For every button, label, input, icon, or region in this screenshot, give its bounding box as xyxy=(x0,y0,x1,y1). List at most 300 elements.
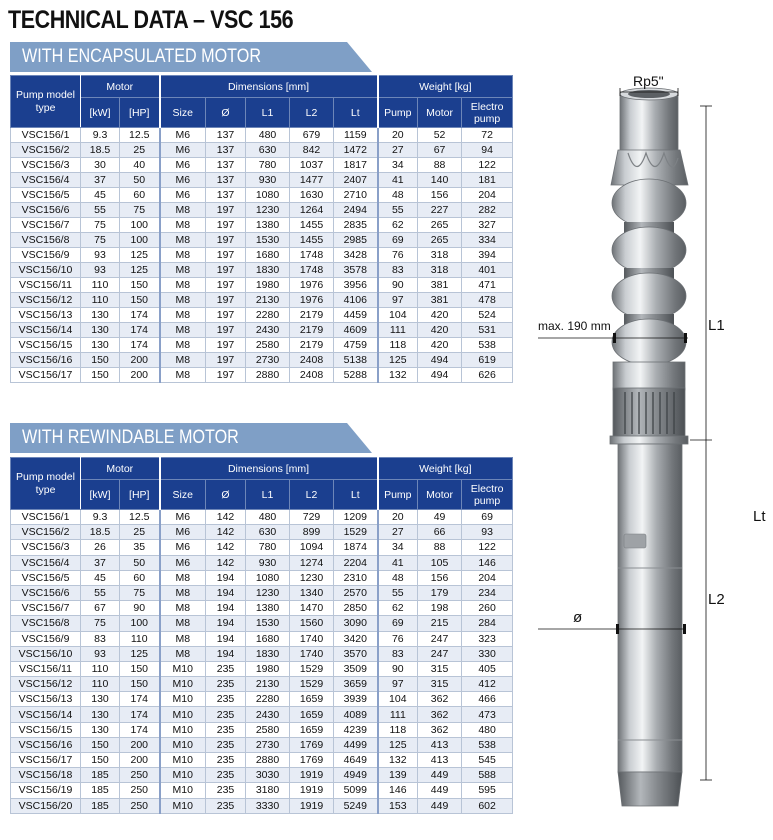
cell-l2: 2179 xyxy=(290,308,334,323)
cell-kw: 9.3 xyxy=(81,128,120,143)
cell-lt: 3428 xyxy=(334,248,378,263)
cell-model: VSC156/11 xyxy=(11,278,81,293)
cell-weight-pump: 104 xyxy=(378,308,418,323)
cell-weight-motor: 88 xyxy=(418,540,462,555)
cell-size: M10 xyxy=(160,768,206,783)
cell-size: M8 xyxy=(160,233,206,248)
cell-weight-electro: 334 xyxy=(462,233,513,248)
header-weight-pump: Pump xyxy=(378,98,418,128)
cell-size: M6 xyxy=(160,540,206,555)
cell-weight-electro: 588 xyxy=(462,768,513,783)
cell-model: VSC156/16 xyxy=(11,353,81,368)
cell-weight-motor: 265 xyxy=(418,233,462,248)
cell-kw: 75 xyxy=(81,616,120,631)
cell-kw: 130 xyxy=(81,323,120,338)
cell-size: M10 xyxy=(160,677,206,692)
cell-l2: 1659 xyxy=(290,707,334,722)
cell-l2: 1740 xyxy=(290,631,334,646)
cell-size: M8 xyxy=(160,278,206,293)
cell-weight-electro: 94 xyxy=(462,143,513,158)
cell-weight-pump: 48 xyxy=(378,188,418,203)
cell-hp: 25 xyxy=(120,525,160,540)
cell-lt: 4239 xyxy=(334,722,378,737)
cell-weight-pump: 97 xyxy=(378,677,418,692)
cell-size: M8 xyxy=(160,323,206,338)
cell-diameter: 137 xyxy=(206,128,246,143)
cell-l1: 1230 xyxy=(246,585,290,600)
cell-lt: 4759 xyxy=(334,338,378,353)
cell-size: M6 xyxy=(160,510,206,525)
header-diameter: Ø xyxy=(206,480,246,510)
cell-model: VSC156/5 xyxy=(11,570,81,585)
cell-diameter: 194 xyxy=(206,646,246,661)
cell-weight-pump: 69 xyxy=(378,616,418,631)
header-l1: L1 xyxy=(246,98,290,128)
cell-kw: 45 xyxy=(81,188,120,203)
cell-weight-pump: 83 xyxy=(378,646,418,661)
cell-size: M8 xyxy=(160,570,206,585)
cell-weight-pump: 27 xyxy=(378,525,418,540)
lt-label: Lt xyxy=(753,508,766,525)
header-diameter: Ø xyxy=(206,98,246,128)
cell-weight-electro: 72 xyxy=(462,128,513,143)
cell-l2: 1037 xyxy=(290,158,334,173)
cell-model: VSC156/1 xyxy=(11,128,81,143)
cell-size: M8 xyxy=(160,203,206,218)
cell-weight-motor: 156 xyxy=(418,188,462,203)
cell-kw: 93 xyxy=(81,263,120,278)
cell-model: VSC156/4 xyxy=(11,173,81,188)
cell-l1: 2430 xyxy=(246,707,290,722)
cell-size: M8 xyxy=(160,631,206,646)
cell-weight-motor: 420 xyxy=(418,338,462,353)
cell-lt: 3956 xyxy=(334,278,378,293)
cell-weight-electro: 401 xyxy=(462,263,513,278)
cell-kw: 55 xyxy=(81,585,120,600)
cell-diameter: 197 xyxy=(206,293,246,308)
cell-hp: 40 xyxy=(120,158,160,173)
cell-weight-electro: 122 xyxy=(462,158,513,173)
cell-weight-pump: 55 xyxy=(378,203,418,218)
cell-l1: 2580 xyxy=(246,338,290,353)
cell-weight-motor: 362 xyxy=(418,722,462,737)
cell-l1: 480 xyxy=(246,510,290,525)
cell-weight-pump: 48 xyxy=(378,570,418,585)
cell-diameter: 194 xyxy=(206,585,246,600)
cell-kw: 9.3 xyxy=(81,510,120,525)
header-pump-model: Pump model type xyxy=(11,76,81,128)
cell-hp: 200 xyxy=(120,353,160,368)
page-title: TECHNICAL DATA – VSC 156 xyxy=(8,6,294,34)
cell-hp: 200 xyxy=(120,737,160,752)
cell-hp: 250 xyxy=(120,798,160,813)
cell-weight-motor: 265 xyxy=(418,218,462,233)
cell-l2: 1919 xyxy=(290,798,334,813)
cell-weight-pump: 20 xyxy=(378,510,418,525)
header-motor: Motor xyxy=(81,458,160,480)
header-l2: L2 xyxy=(290,480,334,510)
cell-l1: 1380 xyxy=(246,601,290,616)
cell-model: VSC156/10 xyxy=(11,263,81,278)
cell-weight-motor: 215 xyxy=(418,616,462,631)
cell-l1: 2730 xyxy=(246,737,290,752)
cell-l2: 1274 xyxy=(290,555,334,570)
cell-model: VSC156/14 xyxy=(11,323,81,338)
cell-weight-pump: 34 xyxy=(378,158,418,173)
cell-kw: 37 xyxy=(81,555,120,570)
cell-lt: 3939 xyxy=(334,692,378,707)
cell-size: M8 xyxy=(160,585,206,600)
cell-kw: 26 xyxy=(81,540,120,555)
cell-model: VSC156/3 xyxy=(11,540,81,555)
cell-diameter: 194 xyxy=(206,601,246,616)
cell-l2: 1094 xyxy=(290,540,334,555)
cell-weight-electro: 478 xyxy=(462,293,513,308)
cell-l1: 2280 xyxy=(246,692,290,707)
cell-diameter: 142 xyxy=(206,555,246,570)
cell-model: VSC156/3 xyxy=(11,158,81,173)
cell-hp: 12.5 xyxy=(120,510,160,525)
cell-lt: 4106 xyxy=(334,293,378,308)
cell-weight-motor: 449 xyxy=(418,783,462,798)
cell-hp: 150 xyxy=(120,677,160,692)
cell-l2: 1976 xyxy=(290,293,334,308)
cell-size: M10 xyxy=(160,753,206,768)
header-weight-electro: Electro pump xyxy=(462,98,513,128)
header-hp: [HP] xyxy=(120,480,160,510)
cell-diameter: 194 xyxy=(206,616,246,631)
cell-hp: 200 xyxy=(120,753,160,768)
cell-weight-electro: 260 xyxy=(462,601,513,616)
cell-diameter: 194 xyxy=(206,570,246,585)
cell-lt: 2985 xyxy=(334,233,378,248)
cell-kw: 150 xyxy=(81,753,120,768)
cell-lt: 2570 xyxy=(334,585,378,600)
cell-model: VSC156/18 xyxy=(11,768,81,783)
cell-weight-pump: 62 xyxy=(378,601,418,616)
cell-kw: 185 xyxy=(81,783,120,798)
cell-hp: 100 xyxy=(120,233,160,248)
cell-kw: 45 xyxy=(81,570,120,585)
cell-l2: 1769 xyxy=(290,753,334,768)
cell-model: VSC156/11 xyxy=(11,661,81,676)
l1-label: L1 xyxy=(708,317,725,334)
cell-lt: 3090 xyxy=(334,616,378,631)
cell-model: VSC156/5 xyxy=(11,188,81,203)
cell-weight-motor: 66 xyxy=(418,525,462,540)
cell-hp: 125 xyxy=(120,646,160,661)
cell-lt: 4609 xyxy=(334,323,378,338)
cell-size: M6 xyxy=(160,188,206,203)
cell-model: VSC156/14 xyxy=(11,707,81,722)
cell-weight-pump: 153 xyxy=(378,798,418,813)
cell-l1: 780 xyxy=(246,540,290,555)
cell-weight-motor: 156 xyxy=(418,570,462,585)
cell-l1: 1680 xyxy=(246,248,290,263)
cell-kw: 130 xyxy=(81,692,120,707)
cell-diameter: 137 xyxy=(206,143,246,158)
cell-kw: 83 xyxy=(81,631,120,646)
header-kw: [kW] xyxy=(81,98,120,128)
cell-model: VSC156/2 xyxy=(11,525,81,540)
cell-hp: 174 xyxy=(120,707,160,722)
header-lt: Lt xyxy=(334,480,378,510)
max-diameter-label: max. 190 mm xyxy=(538,319,611,333)
cell-weight-electro: 204 xyxy=(462,570,513,585)
cell-size: M10 xyxy=(160,707,206,722)
cell-diameter: 235 xyxy=(206,661,246,676)
cell-model: VSC156/4 xyxy=(11,555,81,570)
cell-l2: 1659 xyxy=(290,692,334,707)
diameter-label: ø xyxy=(573,609,583,626)
cell-lt: 3509 xyxy=(334,661,378,676)
cell-kw: 55 xyxy=(81,203,120,218)
cell-hp: 75 xyxy=(120,203,160,218)
cell-weight-pump: 69 xyxy=(378,233,418,248)
cell-l2: 1748 xyxy=(290,248,334,263)
cell-diameter: 197 xyxy=(206,203,246,218)
cell-size: M8 xyxy=(160,218,206,233)
cell-kw: 93 xyxy=(81,646,120,661)
cell-size: M8 xyxy=(160,616,206,631)
cell-model: VSC156/9 xyxy=(11,248,81,263)
cell-weight-motor: 318 xyxy=(418,263,462,278)
cell-l1: 930 xyxy=(246,555,290,570)
cell-l1: 930 xyxy=(246,173,290,188)
cell-hp: 250 xyxy=(120,783,160,798)
pump-suction-body xyxy=(613,362,685,390)
cell-lt: 4499 xyxy=(334,737,378,752)
cell-weight-motor: 420 xyxy=(418,308,462,323)
cell-kw: 185 xyxy=(81,798,120,813)
cell-l1: 3030 xyxy=(246,768,290,783)
cell-kw: 67 xyxy=(81,601,120,616)
cell-hp: 100 xyxy=(120,218,160,233)
cell-weight-motor: 381 xyxy=(418,293,462,308)
cell-model: VSC156/10 xyxy=(11,646,81,661)
cell-l2: 1529 xyxy=(290,677,334,692)
cell-hp: 150 xyxy=(120,293,160,308)
cell-weight-pump: 97 xyxy=(378,293,418,308)
cell-weight-motor: 49 xyxy=(418,510,462,525)
cell-lt: 3420 xyxy=(334,631,378,646)
header-size: Size xyxy=(160,480,206,510)
cell-weight-electro: 327 xyxy=(462,218,513,233)
cell-l2: 1748 xyxy=(290,263,334,278)
cell-diameter: 197 xyxy=(206,233,246,248)
cell-diameter: 235 xyxy=(206,722,246,737)
cell-weight-electro: 284 xyxy=(462,616,513,631)
cell-weight-pump: 132 xyxy=(378,753,418,768)
cell-weight-pump: 55 xyxy=(378,585,418,600)
cell-weight-pump: 83 xyxy=(378,263,418,278)
cell-weight-pump: 139 xyxy=(378,768,418,783)
cell-l1: 1830 xyxy=(246,263,290,278)
header-hp: [HP] xyxy=(120,98,160,128)
cell-weight-motor: 67 xyxy=(418,143,462,158)
cell-diameter: 235 xyxy=(206,677,246,692)
cell-lt: 2835 xyxy=(334,218,378,233)
cell-lt: 5249 xyxy=(334,798,378,813)
cell-lt: 4459 xyxy=(334,308,378,323)
cell-kw: 18.5 xyxy=(81,525,120,540)
cell-hp: 150 xyxy=(120,278,160,293)
cell-l1: 2130 xyxy=(246,677,290,692)
cell-l2: 1769 xyxy=(290,737,334,752)
cell-hp: 174 xyxy=(120,692,160,707)
cell-weight-motor: 362 xyxy=(418,707,462,722)
cell-weight-pump: 76 xyxy=(378,248,418,263)
cell-size: M8 xyxy=(160,338,206,353)
cell-model: VSC156/2 xyxy=(11,143,81,158)
cell-hp: 75 xyxy=(120,585,160,600)
cell-diameter: 235 xyxy=(206,737,246,752)
cell-weight-motor: 315 xyxy=(418,661,462,676)
cell-kw: 75 xyxy=(81,218,120,233)
motor-body xyxy=(618,444,682,772)
cell-weight-pump: 90 xyxy=(378,661,418,676)
cell-diameter: 137 xyxy=(206,173,246,188)
cell-model: VSC156/12 xyxy=(11,293,81,308)
cell-kw: 30 xyxy=(81,158,120,173)
cell-weight-electro: 330 xyxy=(462,646,513,661)
pump-stages xyxy=(612,179,686,365)
cell-weight-electro: 545 xyxy=(462,753,513,768)
cell-weight-motor: 494 xyxy=(418,353,462,368)
cell-weight-motor: 494 xyxy=(418,368,462,383)
cell-weight-electro: 234 xyxy=(462,585,513,600)
cell-l1: 2730 xyxy=(246,353,290,368)
cell-weight-electro: 323 xyxy=(462,631,513,646)
cell-l2: 842 xyxy=(290,143,334,158)
cell-size: M10 xyxy=(160,722,206,737)
cell-diameter: 197 xyxy=(206,323,246,338)
cell-l2: 1919 xyxy=(290,768,334,783)
cell-weight-pump: 104 xyxy=(378,692,418,707)
cell-size: M10 xyxy=(160,783,206,798)
header-motor: Motor xyxy=(81,76,160,98)
cell-weight-electro: 595 xyxy=(462,783,513,798)
cell-weight-electro: 473 xyxy=(462,707,513,722)
cell-diameter: 235 xyxy=(206,707,246,722)
header-l1: L1 xyxy=(246,480,290,510)
cell-hp: 174 xyxy=(120,308,160,323)
cell-l2: 1529 xyxy=(290,661,334,676)
cell-l2: 899 xyxy=(290,525,334,540)
cell-hp: 174 xyxy=(120,323,160,338)
cell-l1: 2280 xyxy=(246,308,290,323)
cell-weight-pump: 76 xyxy=(378,631,418,646)
cell-kw: 75 xyxy=(81,233,120,248)
cell-l2: 1264 xyxy=(290,203,334,218)
cell-diameter: 142 xyxy=(206,540,246,555)
cell-kw: 130 xyxy=(81,722,120,737)
cell-weight-motor: 413 xyxy=(418,753,462,768)
cell-size: M8 xyxy=(160,263,206,278)
cell-diameter: 235 xyxy=(206,768,246,783)
cell-model: VSC156/17 xyxy=(11,368,81,383)
cell-l2: 2408 xyxy=(290,353,334,368)
cell-size: M10 xyxy=(160,661,206,676)
cell-size: M6 xyxy=(160,173,206,188)
header-lt: Lt xyxy=(334,98,378,128)
cell-size: M10 xyxy=(160,737,206,752)
cell-model: VSC156/8 xyxy=(11,233,81,248)
cell-weight-pump: 27 xyxy=(378,143,418,158)
cell-l1: 1530 xyxy=(246,233,290,248)
cell-model: VSC156/8 xyxy=(11,616,81,631)
cell-lt: 3659 xyxy=(334,677,378,692)
cell-kw: 37 xyxy=(81,173,120,188)
cell-l1: 1080 xyxy=(246,570,290,585)
cell-l2: 1477 xyxy=(290,173,334,188)
cell-hp: 50 xyxy=(120,173,160,188)
header-weight-motor: Motor xyxy=(418,98,462,128)
cell-size: M8 xyxy=(160,293,206,308)
cell-hp: 60 xyxy=(120,570,160,585)
cell-hp: 25 xyxy=(120,143,160,158)
cell-weight-pump: 111 xyxy=(378,323,418,338)
cell-l2: 1560 xyxy=(290,616,334,631)
cell-weight-electro: 394 xyxy=(462,248,513,263)
cell-l2: 2408 xyxy=(290,368,334,383)
cell-weight-electro: 405 xyxy=(462,661,513,676)
cell-lt: 5138 xyxy=(334,353,378,368)
cell-l2: 1455 xyxy=(290,218,334,233)
cell-hp: 200 xyxy=(120,368,160,383)
cell-size: M6 xyxy=(160,555,206,570)
cell-model: VSC156/15 xyxy=(11,722,81,737)
cell-hp: 250 xyxy=(120,768,160,783)
cell-weight-pump: 34 xyxy=(378,540,418,555)
cell-weight-electro: 412 xyxy=(462,677,513,692)
cell-kw: 110 xyxy=(81,661,120,676)
cell-l2: 2179 xyxy=(290,323,334,338)
cell-model: VSC156/17 xyxy=(11,753,81,768)
cell-l1: 1980 xyxy=(246,661,290,676)
cell-weight-electro: 538 xyxy=(462,338,513,353)
cell-l2: 1659 xyxy=(290,722,334,737)
cell-weight-electro: 93 xyxy=(462,525,513,540)
cell-weight-pump: 20 xyxy=(378,128,418,143)
rewindable-banner-label: WITH REWINDABLE MOTOR xyxy=(22,427,239,448)
cell-diameter: 235 xyxy=(206,798,246,813)
cell-l2: 2179 xyxy=(290,338,334,353)
cell-weight-electro: 146 xyxy=(462,555,513,570)
header-dimensions: Dimensions [mm] xyxy=(160,458,378,480)
cell-diameter: 235 xyxy=(206,753,246,768)
header-size: Size xyxy=(160,98,206,128)
cell-model: VSC156/15 xyxy=(11,338,81,353)
cell-diameter: 197 xyxy=(206,248,246,263)
cell-kw: 110 xyxy=(81,293,120,308)
cell-l2: 1976 xyxy=(290,278,334,293)
cell-lt: 1209 xyxy=(334,510,378,525)
cell-kw: 150 xyxy=(81,368,120,383)
cell-model: VSC156/12 xyxy=(11,677,81,692)
cell-weight-electro: 471 xyxy=(462,278,513,293)
cell-l1: 1380 xyxy=(246,218,290,233)
cell-l1: 480 xyxy=(246,128,290,143)
pump-outlet-bore xyxy=(628,90,670,98)
cell-diameter: 197 xyxy=(206,218,246,233)
cell-weight-motor: 140 xyxy=(418,173,462,188)
cell-weight-electro: 69 xyxy=(462,510,513,525)
cell-size: M8 xyxy=(160,248,206,263)
cell-size: M8 xyxy=(160,353,206,368)
cell-size: M6 xyxy=(160,525,206,540)
cell-weight-motor: 449 xyxy=(418,768,462,783)
